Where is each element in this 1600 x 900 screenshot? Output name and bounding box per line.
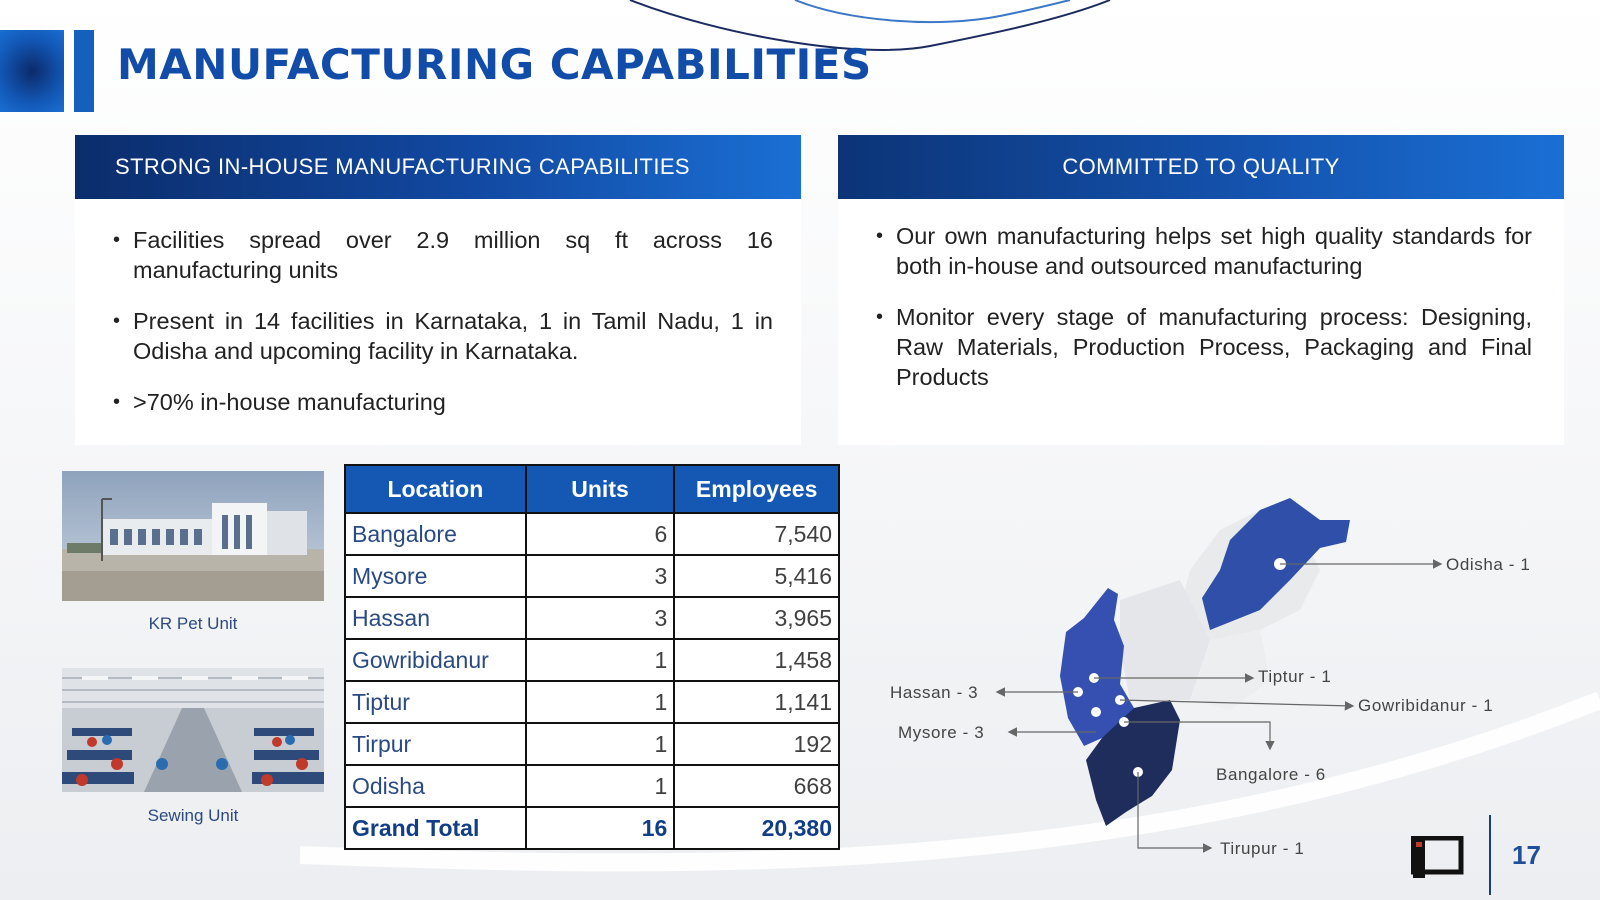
table-row — [345, 723, 839, 765]
location-cell: Tirpur — [345, 723, 526, 765]
grand-total-row — [345, 807, 839, 849]
column-header-location: Location — [345, 465, 526, 513]
table-row — [345, 765, 839, 807]
bullet-item: • Our own manufacturing helps set high quality standards for both in-house and outsourced manufacturing — [876, 221, 1532, 281]
location-cell: Bangalore — [345, 513, 526, 555]
manufacturing-units-table — [344, 464, 840, 850]
table-row — [345, 555, 839, 597]
total-employees-cell: 20,380 — [674, 807, 839, 849]
bullet-item: • Present in 14 facilities in Karnataka, 1 in Tamil Nadu, 1 in Odisha and upcoming facility in Karnataka. — [113, 306, 773, 366]
location-cell: Hassan — [345, 597, 526, 639]
units-cell: 1 — [526, 681, 675, 723]
title-accent-square — [0, 30, 64, 112]
panel-heading: COMMITTED TO QUALITY — [838, 135, 1564, 199]
map-label-gowribidanur: Gowribidanur - 1 — [1358, 696, 1494, 715]
table-row — [345, 639, 839, 681]
location-cell: Mysore — [345, 555, 526, 597]
units-cell: 3 — [526, 555, 675, 597]
bullet-item: • Facilities spread over 2.9 million sq ft across 16 manufacturing units — [113, 225, 773, 285]
title-accent-bar — [74, 30, 94, 112]
units-cell: 1 — [526, 639, 675, 681]
footer-divider — [1489, 815, 1491, 895]
in-house-capabilities-panel — [75, 135, 801, 445]
column-header-employees: Employees — [674, 465, 839, 513]
table-row — [345, 597, 839, 639]
employees-cell: 668 — [674, 765, 839, 807]
page-number: 17 — [1512, 840, 1541, 870]
table-header-row — [345, 465, 839, 513]
map-label-mysore: Mysore - 3 — [898, 723, 985, 742]
bullet-item: • Monitor every stage of manufacturing process: Designing, Raw Materials, Production Process, Packaging and Final Products — [876, 302, 1532, 392]
map-label-hassan: Hassan - 3 — [890, 683, 979, 702]
table-row — [345, 681, 839, 723]
location-cell: Gowribidanur — [345, 639, 526, 681]
quality-panel — [838, 135, 1564, 445]
sewing-unit-photo — [62, 668, 324, 792]
units-cell: 1 — [526, 723, 675, 765]
company-logo — [1411, 836, 1465, 880]
page-title: MANUFACTURING CAPABILITIES — [117, 40, 872, 89]
kr-pet-unit-photo — [62, 471, 324, 601]
total-label-cell: Grand Total — [345, 807, 526, 849]
bullet-list — [75, 199, 801, 417]
map-label-odisha: Odisha - 1 — [1446, 555, 1531, 574]
location-cell: Tiptur — [345, 681, 526, 723]
employees-cell: 1,458 — [674, 639, 839, 681]
map-label-tirupur: Tirupur - 1 — [1220, 839, 1305, 858]
total-units-cell: 16 — [526, 807, 675, 849]
panel-heading: STRONG IN-HOUSE MANUFACTURING CAPABILITIES — [75, 135, 801, 199]
map-label-bangalore: Bangalore - 6 — [1216, 765, 1326, 784]
column-header-units: Units — [526, 465, 675, 513]
units-cell: 3 — [526, 597, 675, 639]
location-cell: Odisha — [345, 765, 526, 807]
units-cell: 1 — [526, 765, 675, 807]
bullet-item: • >70% in-house manufacturing — [113, 387, 773, 417]
employees-cell: 3,965 — [674, 597, 839, 639]
india-locations-map — [880, 470, 1560, 890]
map-label-tiptur: Tiptur - 1 — [1258, 667, 1332, 686]
table-row — [345, 513, 839, 555]
mysore-dot — [1091, 707, 1101, 717]
kr-pet-unit-caption: KR Pet Unit — [148, 614, 238, 633]
bullet-list — [838, 199, 1564, 392]
employees-cell: 192 — [674, 723, 839, 765]
units-cell: 6 — [526, 513, 675, 555]
sewing-unit-caption: Sewing Unit — [147, 806, 239, 825]
employees-cell: 7,540 — [674, 513, 839, 555]
employees-cell: 5,416 — [674, 555, 839, 597]
employees-cell: 1,141 — [674, 681, 839, 723]
